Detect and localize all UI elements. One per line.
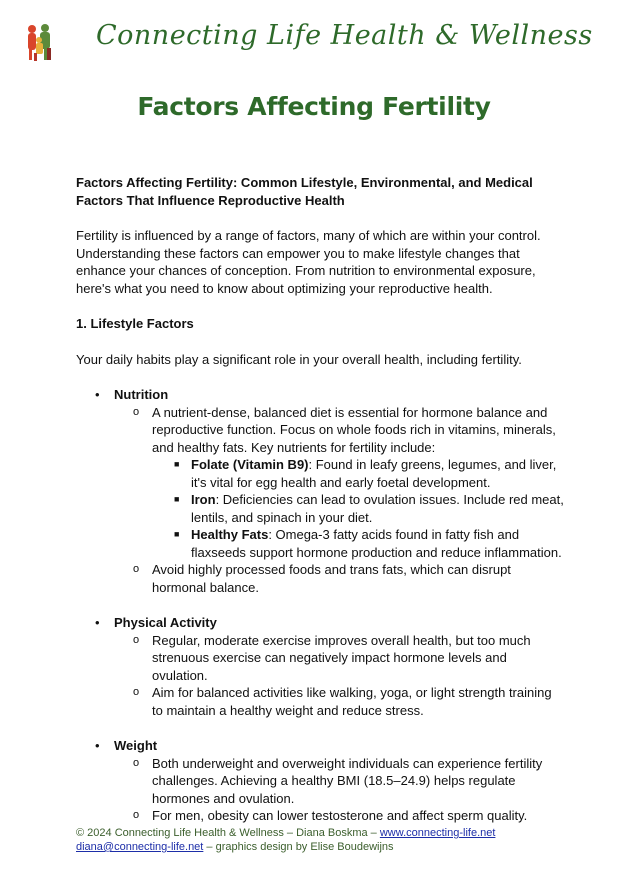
nutrient-item-folate <box>152 456 566 491</box>
circle-bullet-icon: o <box>133 563 140 575</box>
circle-bullet-icon: o <box>133 809 140 821</box>
family-logo-icon <box>24 24 56 62</box>
nutrient-item-fats <box>152 526 566 561</box>
disc-bullet-icon: • <box>95 738 100 753</box>
website-link[interactable]: www.connecting-life.net <box>379 827 496 839</box>
page-footer <box>76 826 596 854</box>
nutrient-text: : Omega-3 fatty acids found in fatty fish and flaxseeds support hormone production and reduce inflammation. <box>191 527 562 560</box>
section-heading-lifestyle: 1. Lifestyle Factors <box>76 316 194 331</box>
list-item-nutrition <box>76 386 566 596</box>
section-intro: Your daily habits play a significant role in your overall health, including fertility. <box>76 351 522 367</box>
footer-line-2 <box>76 840 596 854</box>
square-bullet-icon: ■ <box>174 459 180 469</box>
sub-item <box>114 807 566 825</box>
document-subtitle: Factors Affecting Fertility: Common Lifestyle, Environmental, and Medical Factors That Influence Reproductive Health <box>76 175 533 208</box>
nutrient-text: : Deficiencies can lead to ovulation issues. Include red meat, lentils, and spinach in your diet. <box>191 492 564 525</box>
sub-item <box>114 632 566 685</box>
item-heading-nutrition: Nutrition <box>114 387 169 402</box>
credits-text: – graphics design by Elise Boudewijns <box>203 841 394 853</box>
circle-bullet-icon: o <box>133 633 140 646</box>
weight-paragraph-1: Both underweight and overweight individuals can experience fertility challenges. Achieving a healthy BMI (18.5–24.9) helps regulate hormones and ovulation. <box>152 755 543 806</box>
lifestyle-factors-list <box>76 386 566 825</box>
sub-item <box>114 755 566 808</box>
nutrition-paragraph-2: Avoid highly processed foods and trans fats, which can disrupt hormonal balance. <box>152 562 511 595</box>
activity-paragraph-2: Aim for balanced activities like walking, yoga, or light strength training to maintain a healthy weight and reduce stress. <box>152 685 552 718</box>
footer-line-1 <box>76 826 596 840</box>
sub-item <box>114 684 566 719</box>
weight-paragraph-2: For men, obesity can lower testosterone and affect sperm quality. <box>152 808 528 823</box>
list-item-weight <box>76 737 566 825</box>
copyright-text: © 2024 Connecting Life Health & Wellness – Diana Boskma – <box>76 827 380 839</box>
intro-paragraph: Fertility is influenced by a range of factors, many of which are within your control. Understanding these factors can empower you to make lifestyle changes that enhance your chances of conception. From nutrition to environmental exposure, here's what you need to know about optimizing your reproductive health. <box>76 228 541 296</box>
list-item-physical-activity <box>76 614 566 719</box>
circle-bullet-icon: o <box>133 405 140 418</box>
nutrient-label: Healthy Fats <box>191 527 269 542</box>
circle-bullet-icon: o <box>133 756 140 769</box>
document-title: Factors Affecting Fertility <box>137 92 491 121</box>
disc-bullet-icon: • <box>95 615 100 630</box>
circle-bullet-icon: o <box>133 686 140 698</box>
nutrient-label: Iron <box>191 492 216 507</box>
nutrition-paragraph-1: A nutrient-dense, balanced diet is essential for hormone balance and reproductive function. Focus on whole foods rich in vitamins, minerals, and healthy fats. Key nutrients for fertility include: <box>152 404 556 455</box>
nutrient-text: : Found in leafy greens, legumes, and liver, it's vital for egg health and early foetal development. <box>191 457 557 490</box>
nutrient-label: Folate (Vitamin B9) <box>191 457 309 472</box>
nutrient-item-iron <box>152 491 566 526</box>
square-bullet-icon: ■ <box>174 494 180 504</box>
square-bullet-icon: ■ <box>174 529 180 539</box>
document-body <box>76 174 566 843</box>
item-heading-weight: Weight <box>114 738 158 753</box>
item-heading-physical-activity: Physical Activity <box>114 615 217 630</box>
disc-bullet-icon: • <box>95 387 100 402</box>
activity-paragraph-1: Regular, moderate exercise improves overall health, but too much strenuous exercise can negatively impact hormone levels and ovulation. <box>152 632 531 683</box>
brand-name: Connecting Life Health & Wellness <box>96 20 593 51</box>
email-link[interactable]: diana@connecting-life.net <box>76 841 204 853</box>
sub-item <box>114 404 566 562</box>
sub-item <box>114 561 566 596</box>
